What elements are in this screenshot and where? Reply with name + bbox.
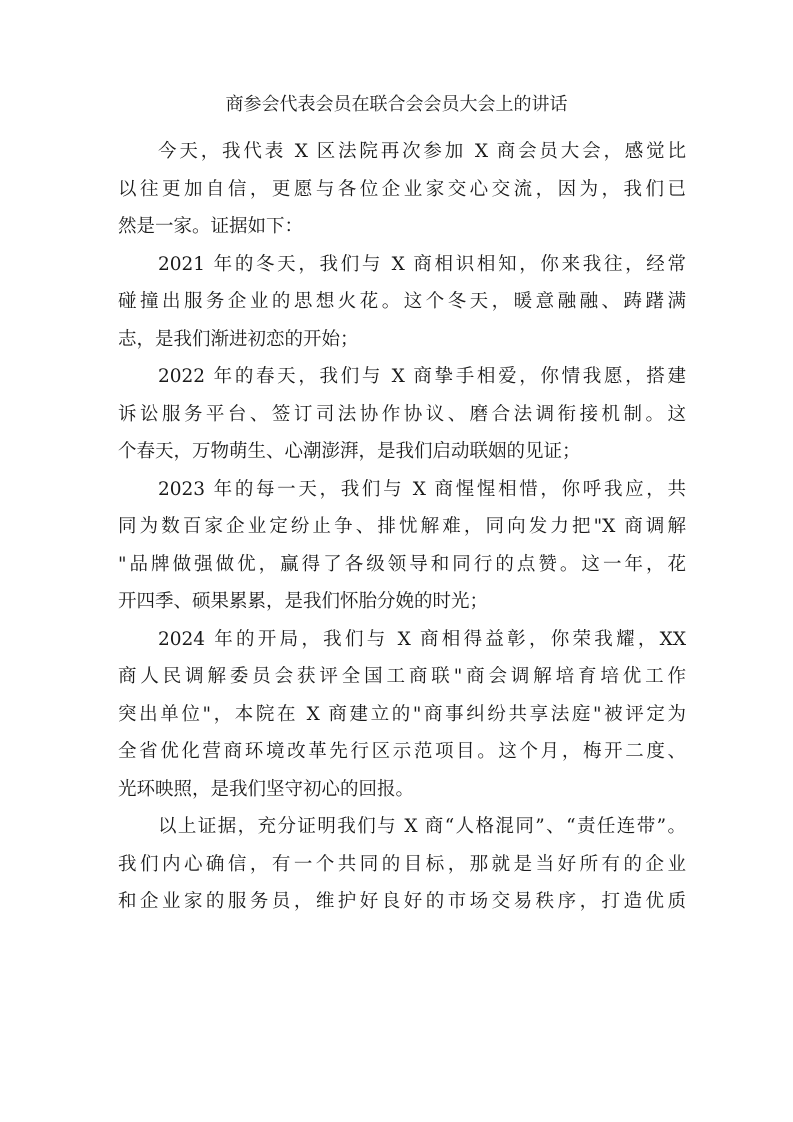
text-line: 商人民调解委员会获评全国工商联"商会调解培育培优工作 xyxy=(118,666,686,687)
text-line: 2021 年的冬天，我们与 X 商相识相知，你来我往，经常 xyxy=(158,253,686,275)
text-line: 突出单位"，本院在 X 商建立的"商事纠纷共享法庭"被评定为 xyxy=(118,703,686,725)
paragraph xyxy=(118,246,686,359)
text-line: 我们内心确信，有一个共同的目标，那就是当好所有的企业 xyxy=(118,853,686,875)
text-line: "品牌做强做优，赢得了各级领导和同行的点赞。这一年，花 xyxy=(118,553,686,575)
text-line: 志，是我们渐进初恋的开始； xyxy=(118,328,359,350)
text-line: 同为数百家企业定纷止争、排忧解难，同向发力把"X 商调解 xyxy=(118,516,686,537)
document-body xyxy=(118,133,686,921)
text-line: 开四季、硕果累累，是我们怀胎分娩的时光； xyxy=(118,591,489,612)
paragraph xyxy=(118,621,686,809)
text-line: 2024 年的开局，我们与 X 商相得益彰，你荣我耀，XX xyxy=(158,628,686,650)
text-line: 以上证据，充分证明我们与 X 商“人格混同”、“责任连带”。 xyxy=(158,816,686,837)
paragraph xyxy=(118,471,686,621)
text-line: 然是一家。证据如下： xyxy=(118,216,304,237)
paragraph xyxy=(118,133,686,246)
text-line: 个春天，万物萌生、心潮澎湃，是我们启动联姻的见证； xyxy=(118,441,581,462)
text-line: 和企业家的服务员，维护好良好的市场交易秩序，打造优质 xyxy=(118,891,686,912)
text-line: 光环映照，是我们坚守初心的回报。 xyxy=(118,778,415,800)
paragraph xyxy=(118,808,686,921)
text-line: 全省优化营商环境改革先行区示范项目。这个月，梅开二度、 xyxy=(118,741,686,762)
text-line: 2023 年的每一天，我们与 X 商惺惺相惜，你呼我应，共 xyxy=(158,478,686,500)
paragraph xyxy=(118,358,686,471)
text-line: 今天，我代表 X 区法院再次参加 X 商会员大会，感觉比 xyxy=(158,141,686,162)
document-title: 商参会代表会员在联合会会员大会上的讲话 xyxy=(225,94,568,115)
text-line: 以往更加自信，更愿与各位企业家交心交流，因为，我们已 xyxy=(118,178,686,200)
text-line: 2022 年的春天，我们与 X 商挚手相爱，你情我愿，搭建 xyxy=(158,366,686,387)
text-line: 诉讼服务平台、签订司法协作协议、磨合法调衔接机制。这 xyxy=(118,403,686,425)
text-line: 碰撞出服务企业的思想火花。这个冬天，暖意融融、踌躇满 xyxy=(118,291,686,312)
